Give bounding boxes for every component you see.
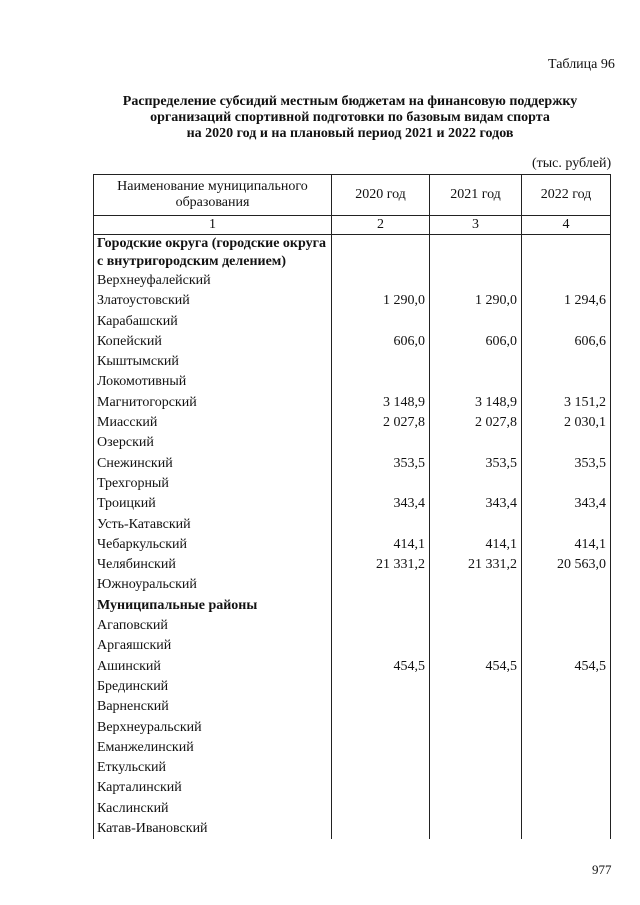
value-2022-cell bbox=[522, 312, 611, 332]
value-2021-cell bbox=[430, 738, 522, 758]
value-2022-cell bbox=[522, 372, 611, 392]
value-2020-cell bbox=[332, 677, 430, 697]
table-row bbox=[94, 778, 611, 798]
value-2022-cell: 454,5 bbox=[522, 657, 611, 677]
municipality-name-cell: Трехгорный bbox=[94, 474, 332, 494]
table-row bbox=[94, 312, 611, 332]
section-row bbox=[94, 235, 611, 272]
value-2022-cell bbox=[522, 697, 611, 717]
value-2021-cell: 606,0 bbox=[430, 332, 522, 352]
value-2020-cell bbox=[332, 738, 430, 758]
column-number: 3 bbox=[430, 216, 522, 235]
municipality-name-cell: Катав-Ивановский bbox=[94, 819, 332, 839]
municipality-name-cell: Муниципальные районы bbox=[94, 596, 332, 616]
value-2020-cell bbox=[332, 474, 430, 494]
value-2022-cell: 353,5 bbox=[522, 454, 611, 474]
value-2020-cell: 343,4 bbox=[332, 494, 430, 514]
value-2021-cell: 353,5 bbox=[430, 454, 522, 474]
table-row bbox=[94, 718, 611, 738]
value-2020-cell bbox=[332, 636, 430, 656]
value-2020-cell bbox=[332, 515, 430, 535]
value-2022-cell bbox=[522, 433, 611, 453]
page-number: 977 bbox=[592, 862, 612, 877]
table-row bbox=[94, 413, 611, 433]
value-2022-cell bbox=[522, 677, 611, 697]
value-2022-cell: 414,1 bbox=[522, 535, 611, 555]
header-row bbox=[94, 175, 611, 216]
value-2022-cell bbox=[522, 575, 611, 595]
value-2020-cell bbox=[332, 271, 430, 291]
value-2021-cell bbox=[430, 616, 522, 636]
value-2022-cell bbox=[522, 758, 611, 778]
municipality-name-cell: Еманжелинский bbox=[94, 738, 332, 758]
municipality-name-cell: Озерский bbox=[94, 433, 332, 453]
value-2022-cell bbox=[522, 352, 611, 372]
value-2022-cell bbox=[522, 799, 611, 819]
title-line: организаций спортивной подготовки по базовым видам спорта bbox=[150, 110, 550, 125]
table-row bbox=[94, 636, 611, 656]
value-2022-cell bbox=[522, 515, 611, 535]
table-row bbox=[94, 738, 611, 758]
value-2021-cell bbox=[430, 474, 522, 494]
value-2020-cell bbox=[332, 799, 430, 819]
header-cell-2020: 2020 год bbox=[332, 175, 430, 216]
value-2020-cell bbox=[332, 575, 430, 595]
table-row bbox=[94, 494, 611, 514]
value-2020-cell bbox=[332, 372, 430, 392]
value-2021-cell bbox=[430, 636, 522, 656]
municipality-name-cell: Верхнеуфалейский bbox=[94, 271, 332, 291]
value-2021-cell bbox=[430, 515, 522, 535]
units-label: (тыс. рублей) bbox=[532, 156, 612, 171]
value-2021-cell bbox=[430, 352, 522, 372]
municipality-name-cell: Локомотивный bbox=[94, 372, 332, 392]
table-row bbox=[94, 352, 611, 372]
value-2020-cell: 454,5 bbox=[332, 657, 430, 677]
municipality-name-cell: Верхнеуральский bbox=[94, 718, 332, 738]
value-2021-cell: 3 148,9 bbox=[430, 393, 522, 413]
value-2022-cell bbox=[522, 235, 611, 272]
value-2020-cell bbox=[332, 758, 430, 778]
value-2022-cell: 1 294,6 bbox=[522, 291, 611, 311]
value-2022-cell bbox=[522, 271, 611, 291]
table-row bbox=[94, 393, 611, 413]
value-2021-cell bbox=[430, 235, 522, 272]
table-row bbox=[94, 555, 611, 575]
table-label: Таблица 96 bbox=[548, 57, 615, 72]
value-2020-cell bbox=[332, 718, 430, 738]
column-number: 4 bbox=[522, 216, 611, 235]
document-title bbox=[90, 94, 610, 142]
value-2022-cell bbox=[522, 636, 611, 656]
table-row bbox=[94, 474, 611, 494]
municipality-name-cell: Копейский bbox=[94, 332, 332, 352]
value-2021-cell: 21 331,2 bbox=[430, 555, 522, 575]
municipality-name-cell: Троицкий bbox=[94, 494, 332, 514]
value-2021-cell bbox=[430, 271, 522, 291]
value-2021-cell bbox=[430, 575, 522, 595]
value-2021-cell bbox=[430, 697, 522, 717]
value-2022-cell: 2 030,1 bbox=[522, 413, 611, 433]
value-2022-cell bbox=[522, 819, 611, 839]
value-2020-cell bbox=[332, 616, 430, 636]
table-row bbox=[94, 535, 611, 555]
table-row bbox=[94, 433, 611, 453]
table-row bbox=[94, 575, 611, 595]
table-row bbox=[94, 799, 611, 819]
table-row bbox=[94, 616, 611, 636]
table-row bbox=[94, 332, 611, 352]
value-2020-cell bbox=[332, 433, 430, 453]
value-2022-cell bbox=[522, 616, 611, 636]
value-2021-cell bbox=[430, 596, 522, 616]
value-2020-cell: 1 290,0 bbox=[332, 291, 430, 311]
value-2021-cell bbox=[430, 372, 522, 392]
value-2020-cell bbox=[332, 697, 430, 717]
municipality-name-cell: Еткульский bbox=[94, 758, 332, 778]
table-row bbox=[94, 819, 611, 839]
municipality-name-cell: Ашинский bbox=[94, 657, 332, 677]
value-2021-cell bbox=[430, 718, 522, 738]
table-row bbox=[94, 454, 611, 474]
value-2020-cell: 353,5 bbox=[332, 454, 430, 474]
value-2020-cell bbox=[332, 819, 430, 839]
value-2021-cell bbox=[430, 819, 522, 839]
value-2020-cell bbox=[332, 352, 430, 372]
value-2021-cell: 343,4 bbox=[430, 494, 522, 514]
municipality-name-cell: Каслинский bbox=[94, 799, 332, 819]
value-2022-cell bbox=[522, 596, 611, 616]
value-2021-cell: 454,5 bbox=[430, 657, 522, 677]
value-2020-cell bbox=[332, 235, 430, 272]
header-cell-2022: 2022 год bbox=[522, 175, 611, 216]
table-row bbox=[94, 515, 611, 535]
value-2021-cell bbox=[430, 758, 522, 778]
section-row bbox=[94, 596, 611, 616]
value-2022-cell bbox=[522, 738, 611, 758]
municipality-name-cell: Городские округа (городские округа с внутригородским делением) bbox=[94, 235, 332, 272]
municipality-name-cell: Усть-Катавский bbox=[94, 515, 332, 535]
municipality-name-cell: Карталинский bbox=[94, 778, 332, 798]
value-2021-cell bbox=[430, 677, 522, 697]
municipality-name-cell: Варненский bbox=[94, 697, 332, 717]
header-cell-2021: 2021 год bbox=[430, 175, 522, 216]
value-2020-cell bbox=[332, 312, 430, 332]
value-2021-cell bbox=[430, 799, 522, 819]
column-number-row bbox=[94, 216, 611, 235]
value-2022-cell: 3 151,2 bbox=[522, 393, 611, 413]
municipality-name-cell: Снежинский bbox=[94, 454, 332, 474]
value-2022-cell bbox=[522, 718, 611, 738]
municipality-name-cell: Брединский bbox=[94, 677, 332, 697]
table-row bbox=[94, 758, 611, 778]
value-2022-cell bbox=[522, 778, 611, 798]
value-2020-cell bbox=[332, 778, 430, 798]
municipality-name-cell: Аргаяшский bbox=[94, 636, 332, 656]
municipality-name-cell: Златоустовский bbox=[94, 291, 332, 311]
municipality-name-cell: Миасский bbox=[94, 413, 332, 433]
value-2022-cell: 343,4 bbox=[522, 494, 611, 514]
value-2020-cell: 21 331,2 bbox=[332, 555, 430, 575]
value-2020-cell: 414,1 bbox=[332, 535, 430, 555]
value-2022-cell: 606,6 bbox=[522, 332, 611, 352]
column-number: 2 bbox=[332, 216, 430, 235]
value-2020-cell: 606,0 bbox=[332, 332, 430, 352]
value-2022-cell: 20 563,0 bbox=[522, 555, 611, 575]
value-2022-cell bbox=[522, 474, 611, 494]
subsidy-table bbox=[93, 174, 611, 839]
municipality-name-cell: Агаповский bbox=[94, 616, 332, 636]
value-2021-cell: 1 290,0 bbox=[430, 291, 522, 311]
table-row bbox=[94, 657, 611, 677]
municipality-name-cell: Магнитогорский bbox=[94, 393, 332, 413]
value-2021-cell bbox=[430, 312, 522, 332]
title-line: Распределение субсидий местным бюджетам на финансовую поддержку bbox=[122, 94, 578, 109]
value-2020-cell bbox=[332, 596, 430, 616]
municipality-name-cell: Кыштымский bbox=[94, 352, 332, 372]
column-number: 1 bbox=[94, 216, 332, 235]
municipality-name-cell: Южноуральский bbox=[94, 575, 332, 595]
header-cell-name: Наименование муниципального образования bbox=[94, 175, 332, 216]
table-row bbox=[94, 291, 611, 311]
table-row bbox=[94, 697, 611, 717]
value-2020-cell: 2 027,8 bbox=[332, 413, 430, 433]
municipality-name-cell: Челябинский bbox=[94, 555, 332, 575]
title-line: на 2020 год и на плановый период 2021 и 2022 годов bbox=[186, 126, 514, 141]
municipality-name-cell: Чебаркульский bbox=[94, 535, 332, 555]
value-2021-cell: 414,1 bbox=[430, 535, 522, 555]
table-row bbox=[94, 677, 611, 697]
value-2021-cell: 2 027,8 bbox=[430, 413, 522, 433]
table-row bbox=[94, 372, 611, 392]
municipality-name-cell: Карабашский bbox=[94, 312, 332, 332]
value-2020-cell: 3 148,9 bbox=[332, 393, 430, 413]
value-2021-cell bbox=[430, 433, 522, 453]
value-2021-cell bbox=[430, 778, 522, 798]
table-row bbox=[94, 271, 611, 291]
